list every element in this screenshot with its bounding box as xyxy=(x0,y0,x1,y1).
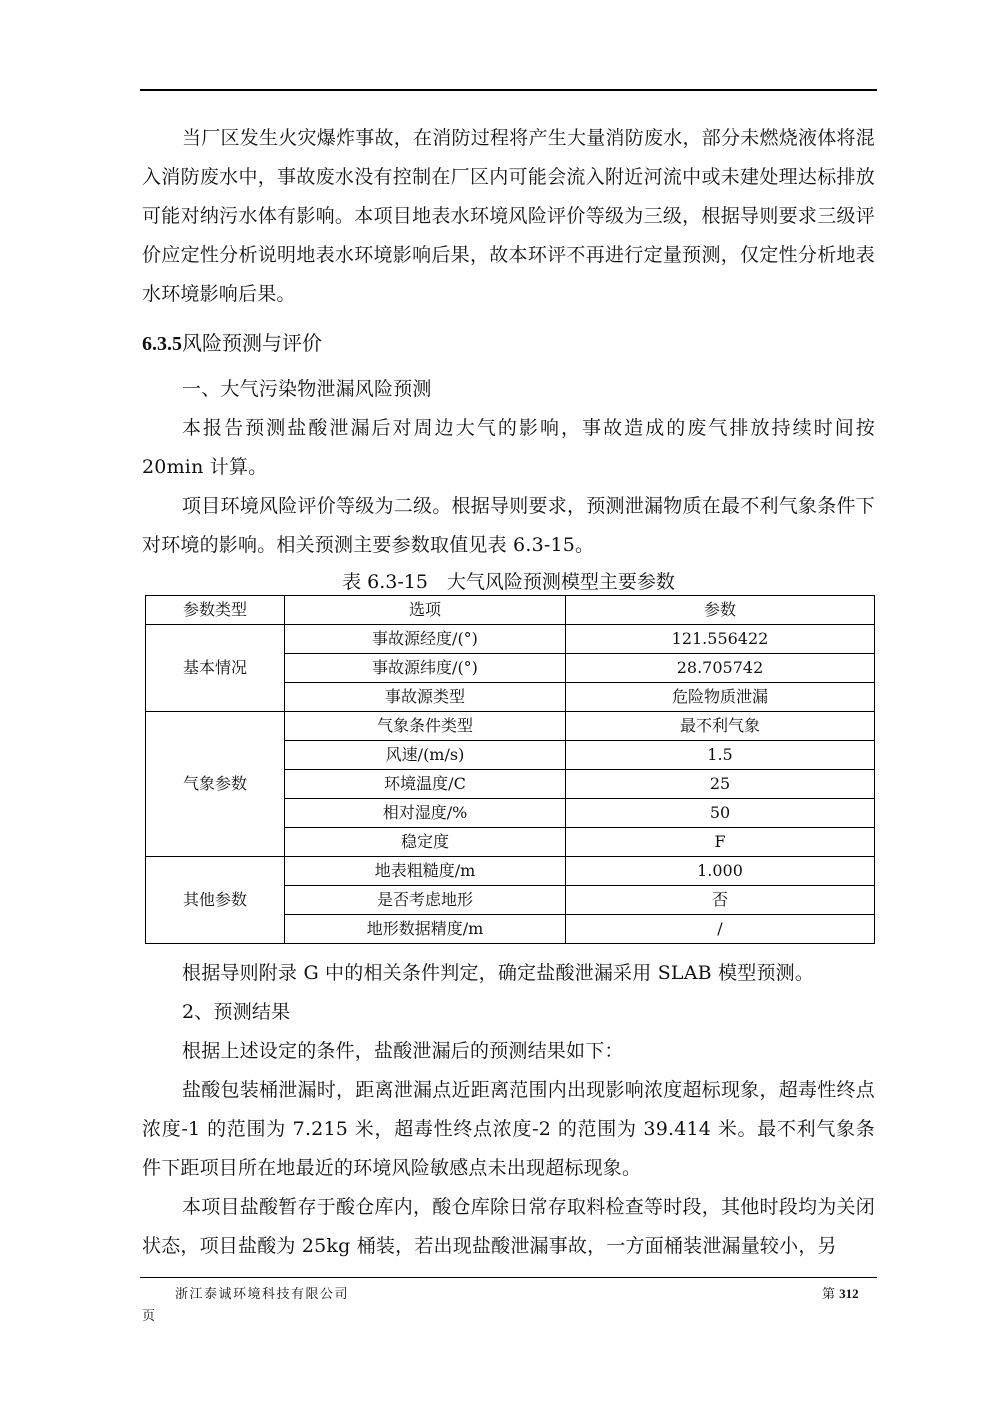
header-rule xyxy=(140,89,877,91)
option-cell: 事故源类型 xyxy=(285,683,566,712)
paragraph: 当厂区发生火灾爆炸事故，在消防过程将产生大量消防废水，部分未燃烧液体将混入消防废水中，事故废水没有控制在厂区内可能会流入附近河流中或未建处理达标排放可能对纳污水体有影响。本项目地表水环境风险评价等级为三级，根据导则要求三级评价应定性分析说明地表水环境影响后果，故本环评不再进行定量预测，仅定性分析地表水环境影响后果。 xyxy=(142,127,875,305)
paragraph: 根据上述设定的条件，盐酸泄漏后的预测结果如下： xyxy=(182,1040,624,1062)
section-heading xyxy=(142,323,875,364)
page-number: 312 xyxy=(839,1286,859,1301)
option-cell: 风速/(m/s) xyxy=(285,741,566,770)
value-cell: 否 xyxy=(566,886,875,915)
table-row xyxy=(146,625,875,654)
value-cell: 121.556422 xyxy=(566,625,875,654)
value-cell: / xyxy=(566,915,875,944)
section-number: 6.3.5 xyxy=(142,333,182,355)
footer-rule xyxy=(140,1277,877,1278)
footer-page-number xyxy=(822,1283,859,1302)
option-cell: 相对湿度/% xyxy=(285,799,566,828)
option-cell: 气象条件类型 xyxy=(285,712,566,741)
table-caption: 表 6.3-15 大气风险预测模型主要参数 xyxy=(342,571,675,593)
option-cell: 事故源纬度/(°) xyxy=(285,654,566,683)
paragraph: 根据导则附录 G 中的相关条件判定，确定盐酸泄漏采用 SLAB 模型预测。 xyxy=(182,962,815,984)
option-cell: 地表粗糙度/m xyxy=(285,857,566,886)
section-title: 风险预测与评价 xyxy=(182,331,322,355)
category-cell: 气象参数 xyxy=(146,712,285,857)
table-header-row xyxy=(146,596,875,625)
table-row xyxy=(146,712,875,741)
category-cell: 基本情况 xyxy=(146,625,285,712)
column-header: 选项 xyxy=(285,596,566,625)
subsection-heading: 2、预测结果 xyxy=(182,1001,291,1023)
page-body xyxy=(142,119,875,1266)
option-cell: 地形数据精度/m xyxy=(285,915,566,944)
option-cell: 是否考虑地形 xyxy=(285,886,566,915)
value-cell: 危险物质泄漏 xyxy=(566,683,875,712)
paragraph: 本项目盐酸暂存于酸仓库内，酸仓库除日常存取料检查等时段，其他时段均为关闭状态，项目盐酸为 25kg 桶装，若出现盐酸泄漏事故，一方面桶装泄漏量较小，另 xyxy=(142,1196,875,1257)
value-cell: 1.000 xyxy=(566,857,875,886)
value-cell: 1.5 xyxy=(566,741,875,770)
value-cell: 50 xyxy=(566,799,875,828)
results-section xyxy=(142,954,875,1266)
page-prefix: 第 xyxy=(822,1287,836,1302)
paragraph: 盐酸包装桶泄漏时，距离泄漏点近距离范围内出现影响浓度超标现象，超毒性终点浓度-1 的范围为 7.215 米，超毒性终点浓度-2 的范围为 39.414 米。最不利气象条件下距项目所在地最近的环境风险敏感点未出现超标现象。 xyxy=(142,1079,875,1179)
option-cell: 环境温度/C xyxy=(285,770,566,799)
column-header: 参数类型 xyxy=(146,596,285,625)
paragraph: 本报告预测盐酸泄漏后对周边大气的影响，事故造成的废气排放持续时间按20min 计算。 xyxy=(142,417,875,478)
parameters-table xyxy=(145,595,875,944)
value-cell: 最不利气象 xyxy=(566,712,875,741)
footer-company: 浙江泰诚环境科技有限公司 xyxy=(175,1287,350,1302)
category-cell: 其他参数 xyxy=(146,857,285,944)
subsection-heading: 一、大气污染物泄漏风险预测 xyxy=(182,378,432,400)
page-suffix: 页 xyxy=(142,1309,156,1324)
option-cell: 事故源经度/(°) xyxy=(285,625,566,654)
table-row xyxy=(146,857,875,886)
value-cell: 25 xyxy=(566,770,875,799)
value-cell: 28.705742 xyxy=(566,654,875,683)
option-cell: 稳定度 xyxy=(285,828,566,857)
value-cell: F xyxy=(566,828,875,857)
column-header: 参数 xyxy=(566,596,875,625)
paragraph: 项目环境风险评价等级为二级。根据导则要求，预测泄漏物质在最不利气象条件下对环境的影响。相关预测主要参数取值见表 6.3-15。 xyxy=(142,495,875,556)
